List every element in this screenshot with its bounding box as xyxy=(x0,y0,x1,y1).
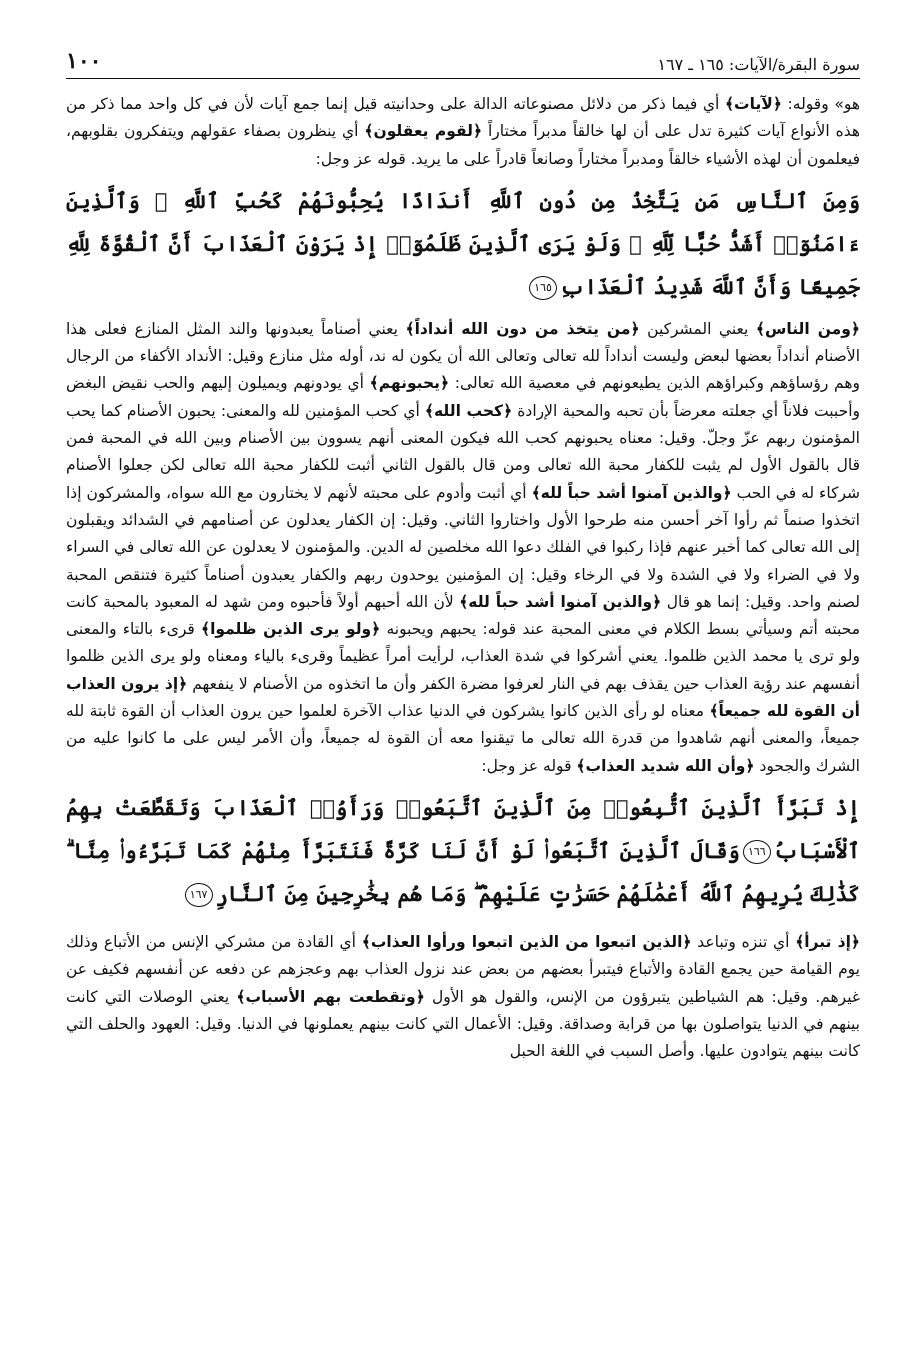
page-header xyxy=(66,46,860,79)
text-run: أي القادة من مشركي الإنس من الأتباع وذلك يوم القيامة حين يجمع القادة والأتباع فيتبرأ بعضهم من بعض عند نزول العذاب بهم وعجزهم عن دفعه عن أنفسهم فكيف عن غيرهم. وقيل: هم الشياطين يتبرؤون من الإنس، والقول هو الأول xyxy=(66,932,860,1006)
paragraph-2 xyxy=(66,316,860,780)
quoted-phrase: ﴿ إذ تبرأ ﴾ xyxy=(795,933,860,951)
quoted-phrase: ﴿ كحب الله ﴾ xyxy=(425,402,512,420)
text-run: قرىء بالتاء والمعنى ولو ترى يا محمد الذين ظلموا. يعني أشركوا في شدة العذاب، لرأيت أمراً عظيماً وقرىء بالياء ومعناه ولو يرى الذين ظلموا أنفسهم عند رؤية العذاب حين يقذف بهم في النار لعرفوا مضرة الكفر وأن ما اتخذوه من الأصنام لا ينفعهم xyxy=(66,620,860,693)
quoted-phrase: ﴿ لآيات ﴾ xyxy=(725,95,782,113)
text-run: أي أثبت وأدوم على محبته لأنهم لا يختارون مع الله سواه، والمشركون إذا اتخذوا صنماً ثم رأوا آخر أحسن منه طرحوا الأول واختاروا الثاني. وقيل: إن الكفار يعدلون عن أصنامهم في الشدائد ويقبلون إلى الله تعالى كما أخبر عنهم فإذا ركبوا في الفلك دعوا الله مخلصين له الدين. والمؤمنون لا يعدلون عن الله تعالى في السراء ولا في الضراء ولا في الشدة ولا في الرخاء وقيل: إن المؤمنين يوحدون ربهم والكفار يعبدون أصناماً كثيرة فتنقص المحبة لصنم واحد. وقيل: إنما هو قال xyxy=(66,483,860,611)
quran-verse-165 xyxy=(66,179,860,308)
text-run: يعني المشركين xyxy=(639,319,756,338)
verse-text: وَمِنَ ٱلنَّاسِ مَن يَتَّخِذُ مِن دُونِ ٱللَّهِ أَندَادًا يُحِبُّونَهُمْ كَحُبِّ ٱللَّهِ ۖ وَٱلَّذِينَ ءَامَنُوٓا۟ أَشَدُّ حُبًّا لِّلَّهِ ۗ وَلَوْ يَرَى ٱلَّذِينَ ظَلَمُوٓا۟ إِذْ يَرَوْنَ ٱلْعَذَابَ أَنَّ ٱلْقُوَّةَ لِلَّهِ جَمِيعًا وَأَنَّ ٱللَّهَ شَدِيدُ ٱلْعَذَابِ xyxy=(66,187,860,299)
paragraph-1 xyxy=(66,91,860,173)
quoted-phrase: ﴿ ولو يرى الذين ظلموا ﴾ xyxy=(201,620,380,638)
quoted-phrase: ﴿ يحبونهم ﴾ xyxy=(370,374,449,392)
quoted-phrase: ﴿ والذين آمنوا أشد حباً لله ﴾ xyxy=(532,484,732,502)
quoted-phrase: ﴿ ومن الناس ﴾ xyxy=(756,320,860,338)
text-run: يعني أصناماً يعبدونها والند المثل المنازع فعلى هذا الأصنام أنداداً بعضها لبعض وليست أنداداً لله تعالى وتعالى الله أن يكون له ند، أوله مثل منازع وقيل: الأنداد الأكفاء من الرجال وهم رؤساؤهم وكبراؤهم الذين يطيعونهم في معصية الله تعالى: xyxy=(66,319,860,393)
quoted-phrase: ﴿ من يتخذ من دون الله أنداداً ﴾ xyxy=(406,320,640,338)
quoted-phrase: ﴿ والذين آمنوا أشد حباً لله ﴾ xyxy=(459,593,661,611)
text-run: قوله عز وجل: xyxy=(481,756,577,775)
text-run: أي يودونهم ويميلون إليهم والحب نقيض البغض وأحببت فلاناً أي جعلته معرضاً بأن تحبه والمحبة الإرادة xyxy=(66,374,860,420)
quoted-phrase: ﴿ وأن الله شديد العذاب ﴾ xyxy=(576,757,754,775)
text-run: يعني الوصلات التي كانت بينهم في الدنيا يتواصلون بها من قرابة وصداقة. وقيل: الأعمال التي كانت بينهم يعملونها في الدنيا. وقيل: العهود والحلف التي كانت بينهم يتوادون عليها. وأصل السبب في اللغة الحبل xyxy=(66,987,860,1061)
text-run: لأن الله أحبهم أولاً فأحبوه ومن شهد له المعبود بالمحبة كانت محبته أتم وسيأتي بسط الكلام في معنى المحبة عند قوله: يحبهم ويحبونه xyxy=(66,592,861,639)
text-run: أي فيما ذكر من دلائل مصنوعاته الدالة على وحدانيته قيل إنما جمع آيات لأن في كل واحد مما ذكر من هذه الأنواع آيات كثيرة تدل على أن لها خالقاً مدبراً مختاراً xyxy=(66,95,861,141)
text-run: معناه لو رأى الذين كانوا يشركون في الدنيا عذاب الآخرة لعلموا حين يرون العذاب أن القوة ثابتة لله جميعاً، والمعنى أنهم شاهدوا من قدرة الله تعالى ما تيقنوا معه أن القوة له جميعاً، وأن الأمر ليس على ما كانوا عليه من الشرك والجحود xyxy=(66,702,860,775)
page-content xyxy=(66,91,860,1065)
quoted-phrase: ﴿ إذ يرون العذاب أن القوة لله جميعاً ﴾ xyxy=(66,675,860,720)
ayah-number-marker: ١٦٦ xyxy=(743,840,771,864)
ayah-number-marker: ١٦٥ xyxy=(529,276,557,300)
text-run: أي كحب المؤمنين لله والمعنى: يحبون الأصنام كما يحب المؤمنون ربهم عزّ وجلّ. وقيل: معناه يحبونهم كحب الله فيكون المعنى أنهم يسوون بين الأصنام وبين الله في المحبة فمن قال بالقول الأول لم يثبت للكفار محبة الله تعالى ومن قال بالقول الثاني أثبت للكفار محبة الله تعالى لكن جعلوا الأصنام شركاء له في الحب xyxy=(66,401,860,502)
paragraph-3 xyxy=(66,929,860,1065)
quoted-phrase: ﴿ الذين اتبعوا من الذين اتبعوا ورأوا العذاب ﴾ xyxy=(362,933,692,951)
quoted-phrase: ﴿ لقوم يعقلون ﴾ xyxy=(364,122,482,140)
text-run: أي تنزه وتباعد xyxy=(691,932,796,951)
verse-text: وَقَالَ ٱلَّذِينَ ٱتَّبَعُوا۟ لَوْ أَنَّ لَنَا كَرَّةً فَنَتَبَرَّأَ مِنْهُمْ كَمَا تَبَرَّءُوا۟ مِنَّا ۗ كَذَٰلِكَ يُرِيهِمُ ٱللَّهُ أَعْمَٰلَهُمْ حَسَرَٰتٍ عَلَيْهِمْ ۖ وَمَا هُم بِخَٰرِجِينَ مِنَ ٱلنَّارِ xyxy=(66,837,860,906)
verse-text: إِذْ تَبَرَّأَ ٱلَّذِينَ ٱتُّبِعُوا۟ مِنَ ٱلَّذِينَ ٱتَّبَعُوا۟ وَرَأَوُا۟ ٱلْعَذَابَ وَتَقَطَّعَتْ بِهِمُ ٱلْأَسْبَابُ xyxy=(66,794,860,863)
running-title: سورة البقرة/الآيات: ١٦٥ ـ ١٦٧ xyxy=(657,55,860,74)
quoted-phrase: ﴿ وتقطعت بهم الأسباب ﴾ xyxy=(236,988,424,1006)
text-run: هو» وقوله: xyxy=(781,95,861,113)
quran-verses-166-167 xyxy=(66,786,860,915)
page-number: ١٠٠ xyxy=(66,48,102,74)
ayah-number-marker: ١٦٧ xyxy=(185,883,213,907)
text-run: أي ينظرون بصفاء عقولهم ويتفكرون بقلوبهم، فيعلمون أن لهذه الأشياء خالقاً ومدبراً مختاراً وصانعاً قادراً على ما يريد. قوله عز وجل: xyxy=(66,122,860,168)
